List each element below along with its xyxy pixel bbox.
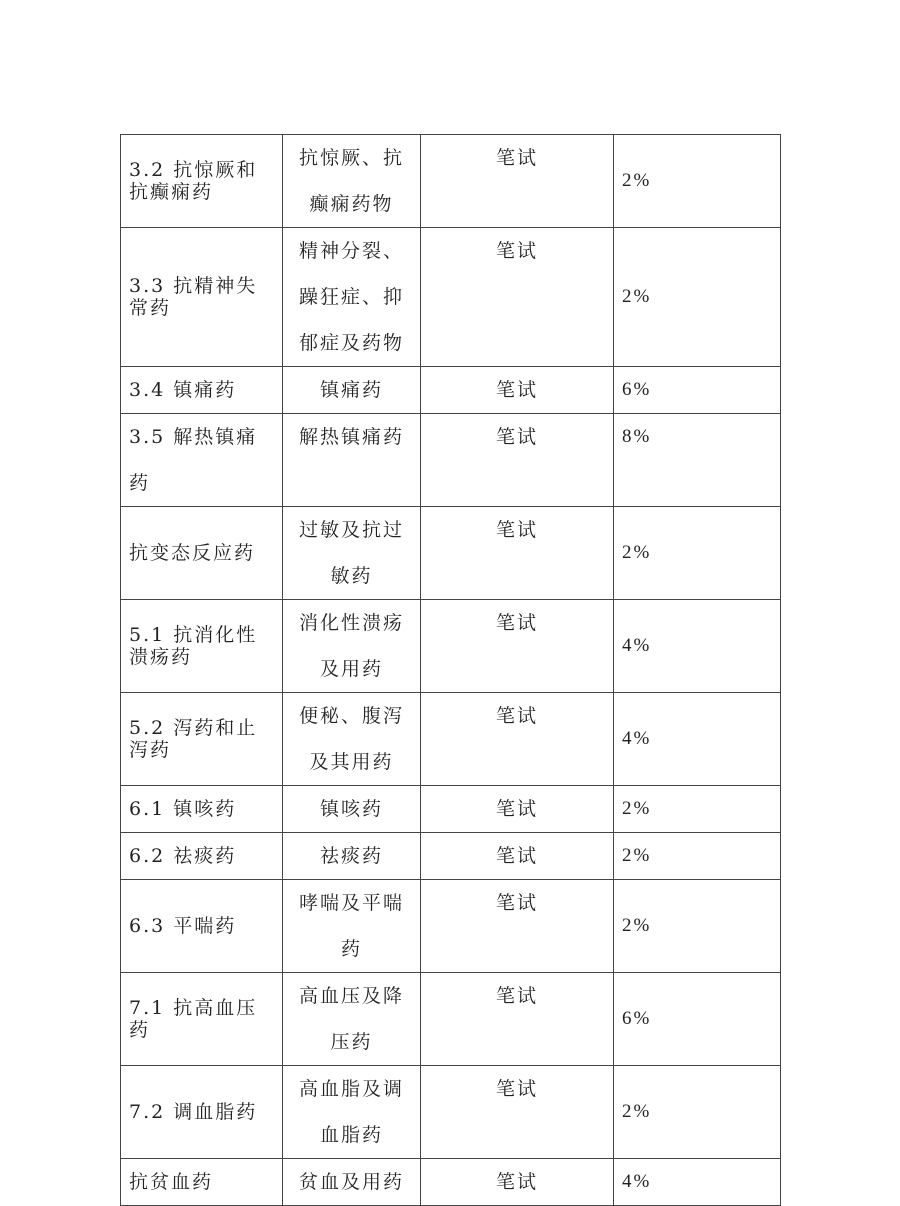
topic-cell: 3.2 抗惊厥和抗癫痫药 [121,135,283,228]
method-cell: 笔试 [421,1159,614,1206]
table-row [121,135,781,228]
weight-cell: 2% [614,135,781,228]
method-cell: 笔试 [421,228,614,367]
method-cell: 笔试 [421,973,614,1066]
method-cell: 笔试 [421,600,614,693]
method-cell: 笔试 [421,786,614,833]
content-cell: 便秘、腹泻及其用药 [283,693,421,786]
method-cell: 笔试 [421,414,614,507]
weight-cell: 2% [614,507,781,600]
topic-cell: 7.2 调血脂药 [121,1066,283,1159]
table-row [121,973,781,1066]
table-row [121,1066,781,1159]
method-cell: 笔试 [421,693,614,786]
weight-cell: 4% [614,693,781,786]
topic-cell: 3.5 解热镇痛药 [121,414,283,507]
content-cell: 过敏及抗过敏药 [283,507,421,600]
table-row [121,507,781,600]
topic-cell: 3.4 镇痛药 [121,367,283,414]
content-cell: 解热镇痛药 [283,414,421,507]
table-row [121,786,781,833]
content-cell: 消化性溃疡及用药 [283,600,421,693]
method-cell: 笔试 [421,833,614,880]
topic-cell: 6.1 镇咳药 [121,786,283,833]
table-row [121,833,781,880]
table-row [121,414,781,507]
table-row [121,228,781,367]
content-cell: 精神分裂、躁狂症、抑郁症及药物 [283,228,421,367]
topic-cell: 6.2 祛痰药 [121,833,283,880]
topic-cell: 6.3 平喘药 [121,880,283,973]
weight-cell: 6% [614,367,781,414]
content-cell: 抗惊厥、抗癫痫药物 [283,135,421,228]
content-cell: 镇痛药 [283,367,421,414]
weight-cell: 4% [614,600,781,693]
weight-cell: 4% [614,1159,781,1206]
method-cell: 笔试 [421,135,614,228]
content-cell: 祛痰药 [283,833,421,880]
table-row [121,880,781,973]
method-cell: 笔试 [421,367,614,414]
topic-cell: 5.2 泻药和止泻药 [121,693,283,786]
method-cell: 笔试 [421,507,614,600]
content-cell: 镇咳药 [283,786,421,833]
table-row [121,693,781,786]
content-cell: 高血脂及调血脂药 [283,1066,421,1159]
topic-cell: 5.1 抗消化性溃疡药 [121,600,283,693]
weight-cell: 8% [614,414,781,507]
weight-cell: 2% [614,228,781,367]
topic-cell: 3.3 抗精神失常药 [121,228,283,367]
syllabus-table [120,134,781,1206]
table-row [121,367,781,414]
method-cell: 笔试 [421,1066,614,1159]
content-cell: 高血压及降压药 [283,973,421,1066]
table-row [121,600,781,693]
weight-cell: 2% [614,1066,781,1159]
topic-cell: 7.1 抗高血压药 [121,973,283,1066]
weight-cell: 2% [614,833,781,880]
topic-cell: 抗变态反应药 [121,507,283,600]
content-cell: 哮喘及平喘药 [283,880,421,973]
weight-cell: 6% [614,973,781,1066]
table-row [121,1159,781,1206]
weight-cell: 2% [614,880,781,973]
method-cell: 笔试 [421,880,614,973]
topic-cell: 抗贫血药 [121,1159,283,1206]
content-cell: 贫血及用药 [283,1159,421,1206]
weight-cell: 2% [614,786,781,833]
